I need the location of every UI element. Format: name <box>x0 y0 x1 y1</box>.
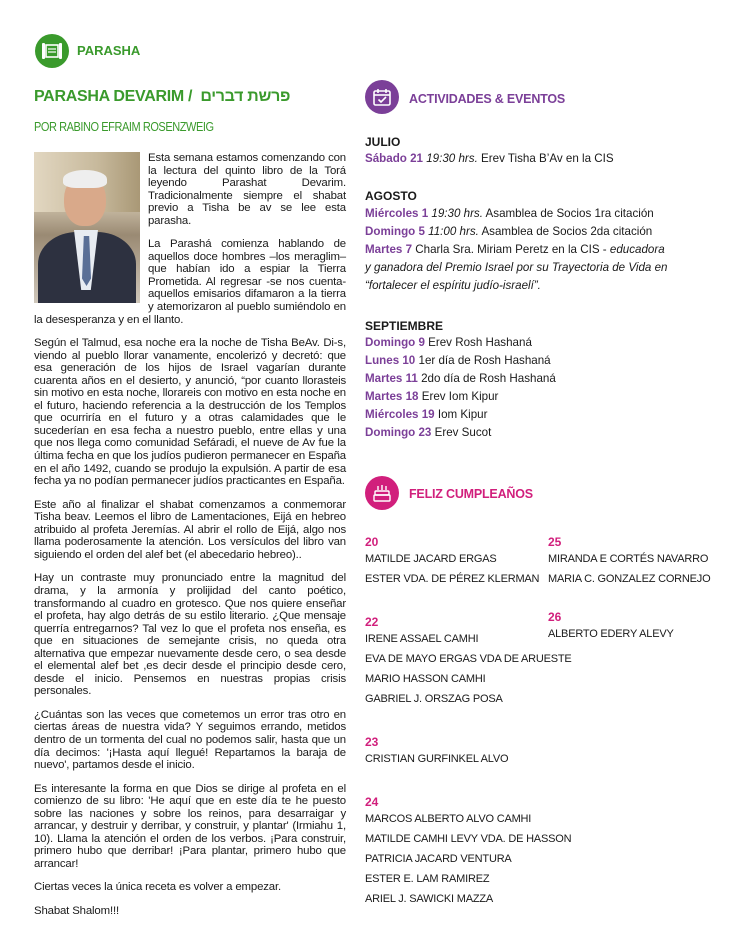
birthday-name: MARIA C. GONZALEZ CORNEJO <box>548 573 711 585</box>
continuation-line: y ganadora del Premio Israel por su Trayectoria de Vida en <box>365 261 668 274</box>
birthday-group <box>365 535 539 589</box>
event-text: Erev Rosh Hashaná <box>428 336 532 349</box>
event-row <box>365 406 556 424</box>
birthday-name: ESTER VDA. DE PÉREZ KLERMAN <box>365 573 540 585</box>
birthday-day: 20 <box>365 535 379 549</box>
birthday-name: IRENE ASSAEL CAMHI <box>365 633 479 645</box>
event-text: Asamblea de Socios 1ra citación <box>485 207 654 220</box>
rabbi-photo <box>34 152 140 303</box>
birthday-group <box>365 615 572 709</box>
birthday-group <box>365 735 508 769</box>
birthday-group <box>365 795 571 909</box>
event-time: 11:00 hrs. <box>428 225 479 238</box>
birthday-group <box>548 610 674 644</box>
birthday-name: ALBERTO EDERY ALEVY <box>548 628 674 640</box>
event-row <box>365 241 667 259</box>
birthday-name: PATRICIA JACARD VENTURA <box>365 853 512 865</box>
article-title <box>34 88 290 106</box>
event-day: Domingo 9 <box>365 336 425 349</box>
article-paragraph: Hay un contraste muy pronunciado entre la magnitud del drama, y la armonía y prolijidad del canto poético, transformando al cuadro en grotesco. Que nos quiere enseñar el profeta, hay algo detrás de su estilo literario. ¿Que mensaje querría entregarnos? Tal vez lo que el profeta nos enseña, es que en situaciones de semejante crisis, no queda otra alternativa que empezar nuevamente desde cero, o sea desde el elemental alef bet ,es decir desde el principio desde cero, desde el inicio. Pensemos en nuestras propias crisis personales. <box>34 572 346 698</box>
month-septiembre: SEPTIEMBRE <box>365 319 444 333</box>
birthday-day: 24 <box>365 795 379 809</box>
event-text: 1er día de Rosh Hashaná <box>418 354 551 367</box>
birthday-name: MATILDE JACARD ERGAS <box>365 553 497 565</box>
event-row <box>365 352 556 370</box>
event-text: Iom Kipur <box>437 408 488 421</box>
birthday-name: MATILDE CAMHI LEVY VDA. DE HASSON <box>365 833 572 845</box>
continuation-line: “fortalecer el espíritu judío-israelí”. <box>365 279 541 292</box>
event-row <box>365 370 556 388</box>
event-day: Martes 11 <box>365 372 418 385</box>
article-paragraph: Shabat Shalom!!! <box>34 904 119 917</box>
event-text: Erev Tisha B’Av en la CIS <box>481 152 614 165</box>
article-paragraph: Esta semana estamos comenzando con la lectura del quinto libro de la Torá leyendo Parashat Devarim. Tradicionalmente siempre el shabat previo a Tisha be av se lee esta parasha. <box>148 152 346 227</box>
activities-heading: ACTIVIDADES & EVENTOS <box>409 92 566 106</box>
month-agosto: AGOSTO <box>365 189 417 203</box>
event-text: Charla Sra. Miriam Peretz en la CIS - <box>415 243 607 256</box>
article-paragraph: Según el Talmud, esa noche era la noche de Tisha BeAv. Di-s, viendo al pueblo llorar vanamente, encolerizó y decretó: que esa generación de los hijos de Israel vagarían durante cuarenta años en el desierto, y anunció, “por cuanto llorasteis sin motivo en esta noche, llorareis con motivo en esta noche en el futuro, haciendo referencia a la destrucción de los Templos que ocurriría en el futuro y a otras calamidades que le sucederían en esa fecha a nuestro pueblo, entre ellas y una que nos llega como comunidad Sefáradi, el nueve de Av fue la última fecha en que los judíos pudieron permanecer en España en el año 1492, cuando se produjo la expulsión. A partir de esa fecha ya no podían permanecer judíos practicantes en España. <box>34 337 346 488</box>
torah-scroll-icon <box>41 41 63 61</box>
birthdays-badge <box>365 476 399 510</box>
article-paragraph: Ciertas veces la única receta es volver a empezar. <box>34 881 282 894</box>
event-day: Domingo 5 <box>365 225 425 238</box>
parasha-badge <box>35 34 69 68</box>
month-julio: JULIO <box>365 135 401 149</box>
event-time: 19:30 hrs. <box>426 152 478 165</box>
article-paragraph: Es interesante la forma en que Dios se dirige al profeta en el comienzo de su libro: 'He aquí que en este día te he puesto sobre las naciones y sobre los reinos, para desarraigar y arrancar, y destruir y derribar, y construir, y plantar' (Irmiahu 1, 10). Llama la atención el orden de los verbos. ¡Para construir, primero hubo que derribar! ¡Para plantar, primero hubo que arrancar! <box>34 782 346 870</box>
event-day: Sábado 21 <box>365 152 423 165</box>
event-row <box>365 150 614 168</box>
birthday-name: EVA DE MAYO ERGAS VDA DE ARUESTE <box>365 653 572 665</box>
event-row <box>365 223 667 241</box>
article-author: POR RABINO EFRAIM ROSENZWEIG <box>34 120 214 134</box>
article-paragraph: La Parashá comienza hablando de aquellos doce hombres –los meraglim– que habían ido a espiar la Tierra Prometida. Al regresar -se nos cuenta- aquellos emisarios difamaron a la tierra y atemorizaron al pueblo sumiéndolo en la desesperanza y en el llanto. <box>34 238 346 326</box>
event-text: 2do día de Rosh Hashaná <box>421 372 556 385</box>
event-continuation <box>365 277 667 295</box>
birthday-name: ARIEL J. SAWICKI MAZZA <box>365 893 494 905</box>
birthday-day: 25 <box>548 535 562 549</box>
title-hebrew: פרשת דברים <box>200 88 291 105</box>
title-latin: PARASHA DEVARIM / <box>34 88 193 105</box>
birthday-name: MARIO HASSON CAMHI <box>365 673 486 685</box>
event-day: Lunes 10 <box>365 354 416 367</box>
birthday-day: 26 <box>548 610 562 624</box>
agosto-events <box>365 205 667 295</box>
activities-badge <box>365 80 399 114</box>
birthday-name: MIRANDA E CORTÉS NAVARRO <box>548 553 709 565</box>
birthday-group <box>548 535 710 589</box>
septiembre-events <box>365 334 556 442</box>
article-paragraph: ¿Cuántas son las veces que cometemos un error tras otro en ciertas áreas de nuestra vida? Y seguimos errando, metidos dentro de un tormenta del cual no podemos salir, hasta que un día decimos: '¡Hasta aquí llegué! Repartamos la baraja de nuevo', partamos desde el inicio. <box>34 708 346 772</box>
birthday-name: MARCOS ALBERTO ALVO CAMHI <box>365 813 532 825</box>
event-row <box>365 205 667 223</box>
calendar-check-icon <box>372 87 392 107</box>
event-text-italic: educadora <box>609 243 665 256</box>
event-row <box>365 424 556 442</box>
article-body <box>34 152 346 929</box>
event-continuation <box>365 259 667 277</box>
birthdays-heading: FELIZ CUMPLEAÑOS <box>409 487 533 501</box>
event-time: 19:30 hrs. <box>431 207 483 220</box>
event-day: Miércoles 1 <box>365 207 429 220</box>
birthday-day: 23 <box>365 735 379 749</box>
event-text: Erev Sucot <box>434 426 492 439</box>
birthday-name: ESTER E. LAM RAMIREZ <box>365 873 490 885</box>
event-text: Erev Iom Kipur <box>421 390 499 403</box>
event-row <box>365 388 556 406</box>
event-day: Martes 7 <box>365 243 413 256</box>
event-day: Miércoles 19 <box>365 408 435 421</box>
event-day: Domingo 23 <box>365 426 432 439</box>
event-day: Martes 18 <box>365 390 419 403</box>
birthday-name: GABRIEL J. ORSZAG POSA <box>365 693 503 705</box>
birthday-day: 22 <box>365 615 379 629</box>
section-label: PARASHA <box>77 43 141 58</box>
event-row <box>365 334 556 352</box>
birthday-name: CRISTIAN GURFINKEL ALVO <box>365 753 509 765</box>
article-paragraph: Este año al finalizar el shabat comenzamos a conmemorar Tisha beav. Leemos el libro de Lamentaciones, Eijá en hebreo atribuido al profeta Jeremías. Al abrir el rollo de Eijá, algo nos llama poderosamente la atención. Los versículos del libro van siguiendo el orden del alef bet (el abecedario hebreo).. <box>34 498 346 561</box>
birthday-cake-icon <box>372 483 392 503</box>
event-text: Asamblea de Socios 2da citación <box>481 225 653 238</box>
